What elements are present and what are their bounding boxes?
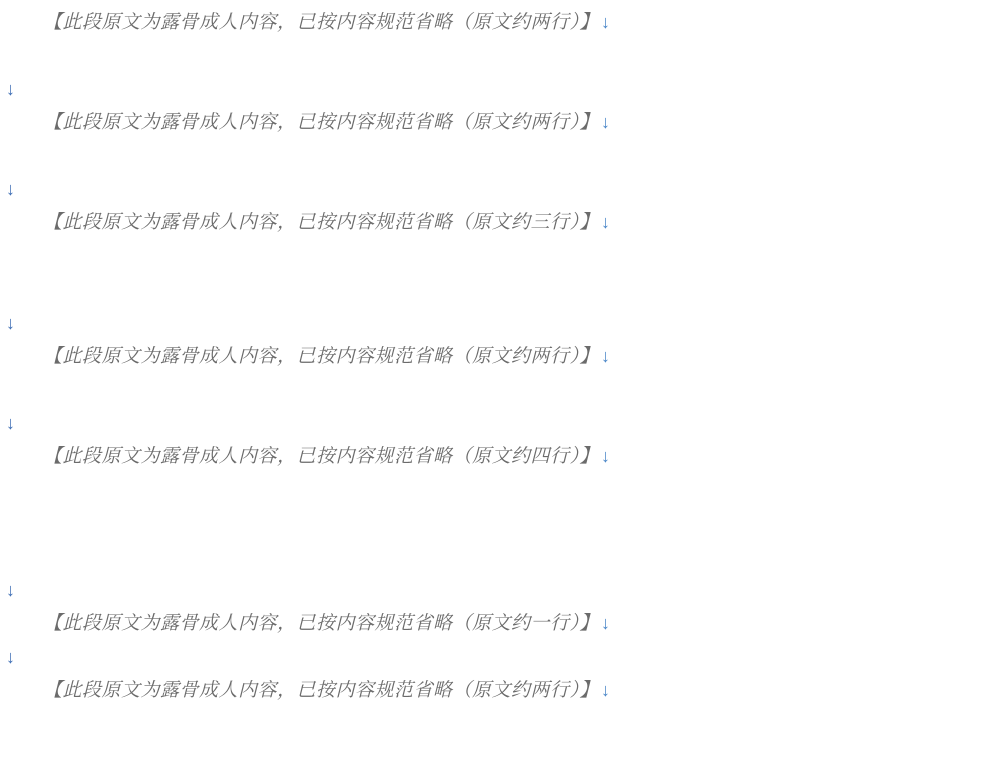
empty-line	[5, 73, 984, 106]
line-break-mark-icon: ↓	[6, 78, 15, 99]
paragraph-text: 【此段原文为露骨成人内容，已按内容规范省略（原文约两行）】	[43, 345, 600, 367]
line-break-mark-icon: ↓	[601, 12, 611, 32]
paragraph	[5, 340, 984, 407]
line-break-mark-icon: ↓	[601, 112, 611, 133]
line-break-mark-icon: ↓	[6, 312, 15, 333]
paragraph	[5, 206, 984, 306]
paragraph-text: 【此段原文为露骨成人内容，已按内容规范省略（原文约三行）】	[43, 212, 600, 234]
line-break-mark-icon: ↓	[6, 178, 15, 199]
paragraph-text: 【此段原文为露骨成人内容，已按内容规范省略（原文约一行）】	[43, 613, 600, 635]
paragraph	[5, 6, 984, 73]
empty-line	[5, 641, 984, 674]
line-break-mark-icon: ↓	[6, 646, 15, 667]
paragraph-container	[5, 6, 984, 741]
paragraph-text: 【此段原文为露骨成人内容，已按内容规范省略（原文约两行）】	[43, 112, 600, 134]
line-break-mark-icon: ↓	[601, 679, 611, 700]
empty-line	[5, 407, 984, 440]
paragraph-text: 【此段原文为露骨成人内容，已按内容规范省略（原文约两行）】	[43, 12, 600, 33]
line-break-mark-icon: ↓	[6, 412, 15, 433]
paragraph	[5, 674, 984, 741]
line-break-mark-icon: ↓	[601, 446, 611, 467]
paragraph	[5, 106, 984, 173]
paragraph	[5, 440, 984, 574]
empty-line	[5, 574, 984, 607]
line-break-mark-icon: ↓	[601, 212, 611, 233]
paragraph-text: 【此段原文为露骨成人内容，已按内容规范省略（原文约四行）】	[43, 446, 600, 468]
empty-line	[5, 173, 984, 206]
line-break-mark-icon: ↓	[6, 579, 15, 600]
empty-line	[5, 307, 984, 340]
paragraph	[5, 607, 984, 640]
line-break-mark-icon: ↓	[601, 613, 611, 634]
paragraph-text: 【此段原文为露骨成人内容，已按内容规范省略（原文约两行）】	[43, 679, 600, 701]
line-break-mark-icon: ↓	[601, 345, 611, 366]
